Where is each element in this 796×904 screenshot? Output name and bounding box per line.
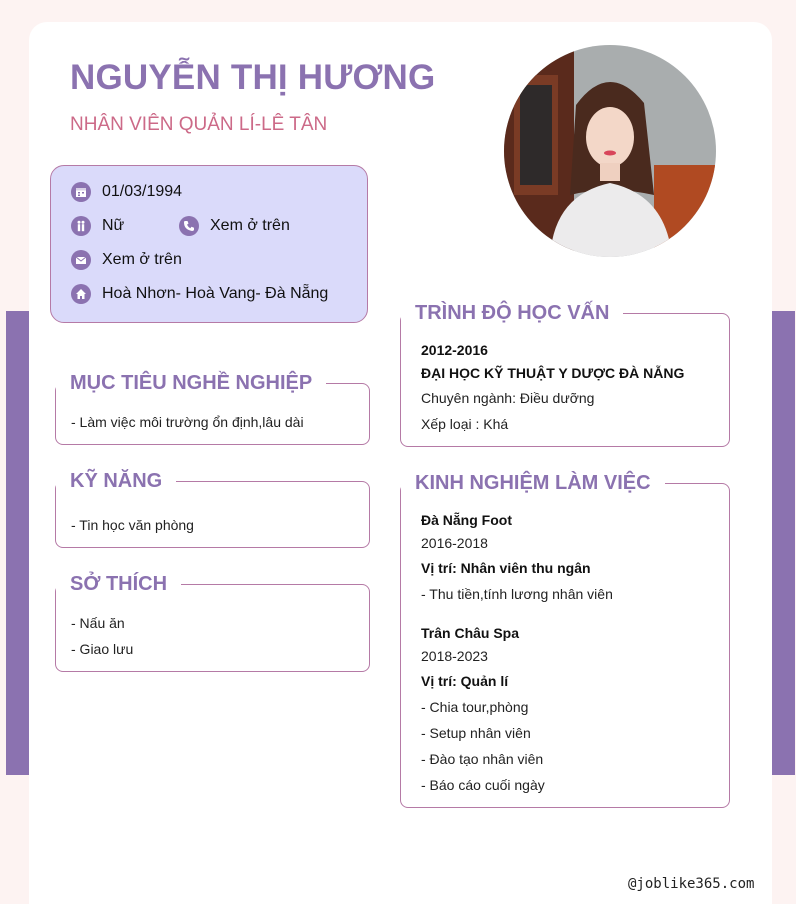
job-company: Trân Châu Spa: [421, 625, 520, 641]
job-period: 2016-2018: [421, 535, 488, 551]
left-side-band: [6, 311, 29, 775]
skills-text: - Tin học văn phòng: [71, 517, 194, 533]
experience-title: KINH NGHIỆM LÀM VIỆC: [401, 471, 665, 495]
education-grade: Xếp loại : Khá: [421, 416, 509, 432]
job-task: - Chia tour,phòng: [421, 699, 529, 715]
phone-icon: [179, 216, 199, 236]
mail-icon: [71, 250, 91, 270]
education-school: ĐẠI HỌC KỸ THUẬT Y DƯỢC ĐÀ NẴNG: [421, 365, 685, 381]
home-icon: [71, 284, 91, 304]
phone-row: [179, 216, 290, 236]
skills-title: KỸ NĂNG: [56, 469, 176, 493]
email-row: [71, 250, 182, 270]
objective-text: - Làm việc môi trường ổn định,lâu dài: [71, 414, 304, 430]
address-row: [71, 284, 328, 304]
job-task: - Setup nhân viên: [421, 725, 531, 741]
education-title: TRÌNH ĐỘ HỌC VẤN: [401, 301, 623, 325]
calendar-icon: [71, 182, 91, 202]
address-text: Hoà Nhơn- Hoà Vang- Đà Nẵng: [102, 285, 329, 302]
job-task: - Thu tiền,tính lương nhân viên: [421, 586, 613, 602]
gender-icon: [71, 216, 91, 236]
phone-text: Xem ở trên: [210, 217, 290, 234]
objective-title: MỤC TIÊU NGHỀ NGHIỆP: [56, 371, 326, 395]
job-task: - Đào tạo nhân viên: [421, 751, 544, 767]
email-text: Xem ở trên: [102, 251, 182, 268]
birthday-text: 01/03/1994: [102, 183, 183, 200]
hobby-item: - Giao lưu: [71, 641, 134, 657]
education-years: 2012-2016: [421, 342, 488, 358]
job-company: Đà Nẵng Foot: [421, 512, 512, 528]
job-position: Vị trí: Quản lí: [421, 673, 509, 689]
candidate-name: NGUYỄN THỊ HƯƠNG: [70, 58, 436, 97]
right-side-band: [772, 311, 795, 775]
watermark: @joblike365.com: [628, 876, 755, 892]
gender-row: [71, 216, 124, 236]
gender-text: Nữ: [102, 217, 125, 234]
birthday-row: [71, 182, 182, 202]
education-major: Chuyên ngành: Điều dưỡng: [421, 390, 595, 406]
hobby-item: - Nấu ăn: [71, 615, 125, 631]
job-period: 2018-2023: [421, 648, 488, 664]
job-title: NHÂN VIÊN QUẢN LÍ-LÊ TÂN: [70, 114, 328, 135]
job-task: - Báo cáo cuối ngày: [421, 777, 545, 793]
hobbies-title: SỞ THÍCH: [56, 572, 181, 596]
job-position: Vị trí: Nhân viên thu ngân: [421, 560, 591, 576]
profile-photo: [504, 45, 716, 257]
